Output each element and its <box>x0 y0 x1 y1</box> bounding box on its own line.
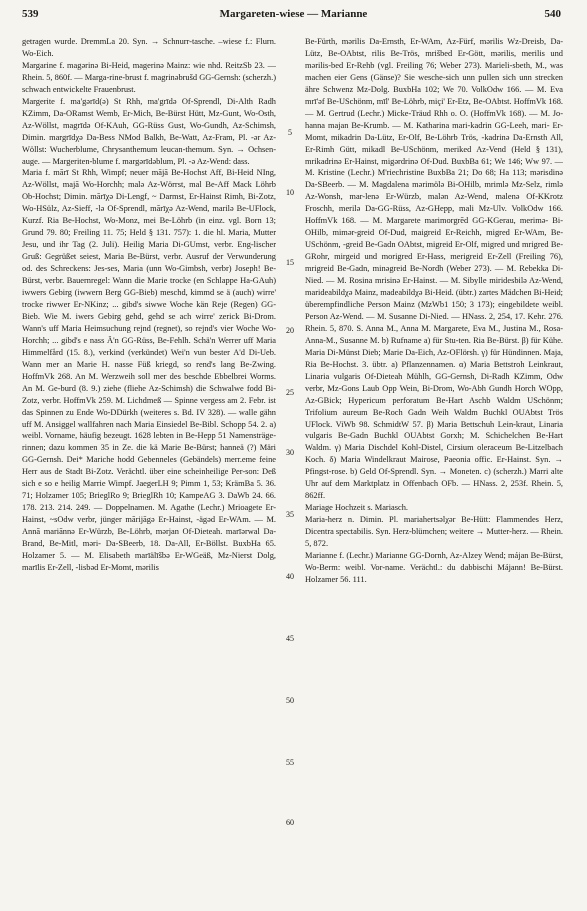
page-number-left: 539 <box>22 8 39 20</box>
line-number: 5 <box>288 128 292 137</box>
left-column <box>22 36 276 906</box>
line-number: 60 <box>286 818 294 827</box>
line-number: 20 <box>286 326 294 335</box>
entry-margerite: Margerite f. ma'gərīd(ə) St Rhh, ma'grīdə Of-Sprendl, Di-Alth Radh KZimm, Da-ORamst Wemb, Er-Mich, Be-Bürst Hütt, Mz-Gunt, Wo-Osth, Az-Wöllst, magrīdə Of-KAuh, GG-Rüss Gust, Wo-Gundh, Az-Schimsh, Dimin. margrīdχə Da-Bess NMod Balkh, Be-Watt, Az-Fram, Pl. -ər Az-Wöllst: Wucherblume, Chrysanthemum leucan-themum. Syn. → Ochsen-auge. — Margeriten-blume f. margərīdəblum, Pl. -ə Az-Wend: dass. <box>22 96 276 166</box>
entry-margarine: Margarine f. magərinə Bi-Heid, magerinə Mainz: wie nhd. ReitzSb 23. — Rhein. 5, 860f. — Marga-rine-brust f. magrinəbrušd GG-Gernsh: (scherzh.) schwach entwickelte Frauenbrust. <box>22 60 276 94</box>
line-number: 45 <box>286 634 294 643</box>
entry-maria-continued: Be-Fürth, mərilis Da-Ernsth, Er-WAm, Az-Fürf, mərilis Wz-Dreisb, Da-Lütz, Be-OAbtst, rilis Be-Trös, mrišbed Er-Gött, mərilis, merilis und mərilis-bed Er-Rehb (vgl. Freiling 76; Weber 273). Marieli-sbeth, M., was machen eier Gens (Gänse)? Sie wesche-sich unn pullen sich unn strecken ähre Schwenz Mz-Dolg. BuxbHa 102; We 70. VolkOdw 166. — M. Eva mrī'əf Be-USchönm, mīl' Be-Löhrb, miçi' Er-Etz, Be-OAbtst. HoffmVk 168. — M. Gertrud (Lechr.) Micke-Träud Rhh o. O. (HoffmVk 168). — M. Jo-hanna majan Be-Krumb. — M. Katharina mari-kadrin GG-Leeh, mari- Er-Momt, mikadrin Da-Lütz, Er-Olf, Be-Löhrb Trös, -kadrinə Da-Ernsth All, Er-Rimh Gütt, mikadl Be-USchönm, meriked Az-Vend (Held § 131), mrikadrinə Er-Hainst, migərdrinə Of-Dud. BuxbBa 61; We 146; Ww 97. — M. Kristine (Lechr.) M'riechristine BuxbBa 21; Do 68; Ha 113; mərisdinə Da-SBeerb. — M. Magdalena mərimölə Bi-OHilb, mrimlə Mz-Selz, rimlə Az-Wonsh, mar-lenə Er-Würzb, malən Az-Wend, malenə Of-KKrotz Froschh, merilə Da-GG-Rüss, Az-GHepp, mali Mz-Ulv. VolkOdw 166. HoffmVk 168. — M. Margarete marimorgrēd GG-KGerau, merimə- Bi-OHilb, mimər-greid Of-Dud, maigreid Er-Reichh, migred Er-WAm, Be-USchönm, -greid Be-Gadn OAbtst, migreid Er-Olf, migred und mrigred Be-GRohr, mirgeid und morigred Er-Hass, merigreid Er-Zell (Freiling 76), mrigreid Be-Gadn, minəgreid Be-Nordh (Weber 273). — M. Rebekka Di-Nied. — M. Rosina mrisinə Er-Hainst. — M. Sibylle miridesbilə Az-Wend, marideabildχə Mainz, madeabildχə Bi-Heid. (übtr.) zartes Mädchen Bi-Heid; überempfindliche Person Mainz (MzWb1 150; 3 173); eingebildete weibl. Person Az-Wend. — M. Susanne Di-Nied. — HNass. 2, 254, 17. Kehr. 276. Rhein. 5, 870. S. Anna M., Anna M. Margarete, Eva M., Justina M., Rosa-Anna-M., Susanne M. b) Rufname a) für Stu-ten. Ria Be-Bürst. β) für Kühe. Maria Di-Münst Dieb; Marie Da-Eich, Az-OFlörsh. γ) für Hündinnen. Maja, Ria Be-Hochst. 3. übtr. a) Pflanzennamen. α) Maria Bettstroh Leinkraut, Linaria vulgaris Of-Dieteah Mühlh, GG-Gernsh, Di-Radh KZimm, Odw verbr, Mz-Gons Laub Opp Wein, Bi-Drom, Wo-Abh Gundh Horch WOpp, Az-GBick; Hypericum perforatum Be-Hart Aschb Waldm USchönm; Trifolium aureum Be-Roch Gadn Weih Waldm Buchkl OUAbtst Trös UFlock. ViWb 98. SchmidtW 57. β) Maria Bettschuh Lein-kraut, Linaria vulgaris Be-Gadn Buchkl OUAbtst Gorxh; M. Schichelchen Be-Hart Waldm. γ) Maria Dischdel Kohl-Distel, Cirsium oleraceum Be-Litzelbach Koch. δ) Maria Windelkraut Mairose, Paeonia offic. Er-Hainst. Syn. → Pfingst-rose. b) Geld Of-Sprendl. Syn. → Moneten. c) (scherzh.) Marri alte Uhr auf dem Marktplatz in Offenbach OFb. — HNass. 2, 253f. Rhein. 5, 862ff. <box>305 37 563 501</box>
running-head: Margareten-wiese — Marianne <box>219 8 368 20</box>
line-number: 30 <box>286 448 294 457</box>
line-number: 15 <box>286 258 294 267</box>
entry-maria: Maria f. mārī St Rhh, Wimpf; neuer mājā Be-Hochst Aff, Bi-Heid NIng, Az-Wöllst, majā Wo-Horchh; malə Az-Wörrst, mal Be-Aff Mack Löhrb Ob-Hochst; Dimin. mārīχə Di-Lengf, ~ Darmst, Er-Hainst Rimh, Bi-Zotz, Wo-HSülz, Az-Sieff, -lə Of-Sprendl, mārīχə Az-Wend, marilə Be-UFlock, Kurzf. Ria Be-Hochst, Wo-Monz, mei Be-Löhrb (in einz. vgl. Born 13; Grund 79. 80; Freiling 11. 75; Held § 131. 757): 1. die hl. Maria, Mutter Jesu, und ihr Tag (2. Juli). Heilig Maria Di-GUmst, verbr. Eng-lischer Gruß: Gegrüßet seiest, Maria Be-Bürst, verbr. Ausruf der Verwunderung od. des Schreckens: Jes-ses, Maria (unn Wo-Gimbsh, verbr) Joseph! Be-Bürst, verbr. Bauernregel: Wann die Marie trocke (en Schlappe Ha-GAuh) iwwers Gebirg (iwwern Berg GG-Bieb) meschd, kimmd se ä (auch) wirre' trocke riwwer Er-NKinz; ... gibd's siwwe Woche kän Reje (Regen) GG-Bieb. Wie M. iwers Gebirg gehd, gehd se ach wirre' zerick Bi-Drom. Wann's uff Maria Heimsuchung rejnd (regnet), so rejnd's vier Woche Wo-Horchh; ... gibd's e nass Ä'n GG-Rüss, Be-Fehlh. Schä'n Werrer uff Maria Himmelfård (15. 8.), verkind (verkündet) Wei'n vun bester A'd Di-Ueb. Wann mer an Marie H. nasse Füß kriegd, so rend's lang Be-Zwing. HoffmVk 268. An M. Werzweih soll mer des beschde Ebbelbrei Worms. An M. Ge-burd (8. 9.) ziehe (fliehe Az-Schimsh) die Schwalwe fodd Bi-Zotz, verbr. HoffmVk 259. M. Lichdmeß — Spinne vergess am 2. Febr. ist das Spinnen zu Ende Wo-DDürkh (weiteres s. Bd. IV 328). — walle gähn uff M. Ansiggel wallfahren nach Maria Einsiedel Be-Bibl. Schopp 54. 2. a) weibl. Vorname, häufig bezeugt. 1628 lebten in Be-Hepp 51 Namensträge-rinnen; dazu kommen 35 in Ze. die kä Marie Be-Bürst; hanneä (?) Märi GG-Gernsh. Dei* Mariche hodd Gebenneles (Gebändels) merr.eme feine Herr aus de Stadt Bi-Zotz. Verächtl. über eine scheinheilige Per-son: Deß sich e so e heilig Marrie Wimpf. JaegerLH 9; Pimm 1, 53; KrämBa 5. 36. 71; Holzamer 105; BrieglRo 9; BrieglRh 10; KampeAG 3. DaWb 24. 66. 178. 213. 214. 249. — Doppelnamen. M. Agathe (Lechr.) Mrioagete Er-Hainst, ~sOdw verbr, jünger mārijāgə Er-Hainst, -ägəd Er-WAm. — M. Annā mariānnə Er-Würzb, Be-Löhrb, mərjan Of-Dieteah. marīərwal Da-Brand, Be-Mitl, məri- Da-SBeerb, 18. Da-All, Er-Böllst. BuxbHa 65. Holzamer 5. — M. Elisabeth marīälīšbə Er-WGeäß, Mz-Nierst Dolg, marīlis Er-Zell, -lisbəd Er-Momt, mərilis <box>22 168 276 572</box>
line-number: 35 <box>286 510 294 519</box>
line-number: 50 <box>286 696 294 705</box>
line-number: 10 <box>286 188 294 197</box>
page-header <box>0 8 587 32</box>
line-number: 40 <box>286 572 294 581</box>
entry-marianne: Marianne f. (Lechr.) Marianne GG-Dornh, Az-Alzey Wend; májan Be-Bürst, Wo-Berm: weibl. Vor-name. Verächtl.: du dabbischi Májann! Be-Bürst. Holzamer 56. 111. <box>305 550 563 584</box>
entry-margareten-wiese: getragen wurde. DremmLa 20. Syn. → Schnurr-tasche. –wiese f.: Flurn. Wo-Eich. <box>22 37 276 58</box>
line-number: 55 <box>286 758 294 767</box>
entry-mariage: Mariage Hochzeit s. Mariasch. <box>305 503 409 513</box>
page-number-right: 540 <box>544 8 561 20</box>
entry-maria-herz: Maria-herz n. Dimin. Pl. mariahertsəlχər Be-Hütt: Flammendes Herz, Dicentra spectabilis. Syn. Herz-blümchen; weitere → Mutter-herz. — Rhein. 5, 872. <box>305 515 563 549</box>
line-number-gutter <box>278 36 302 906</box>
right-column <box>305 36 563 906</box>
line-number: 25 <box>286 388 294 397</box>
